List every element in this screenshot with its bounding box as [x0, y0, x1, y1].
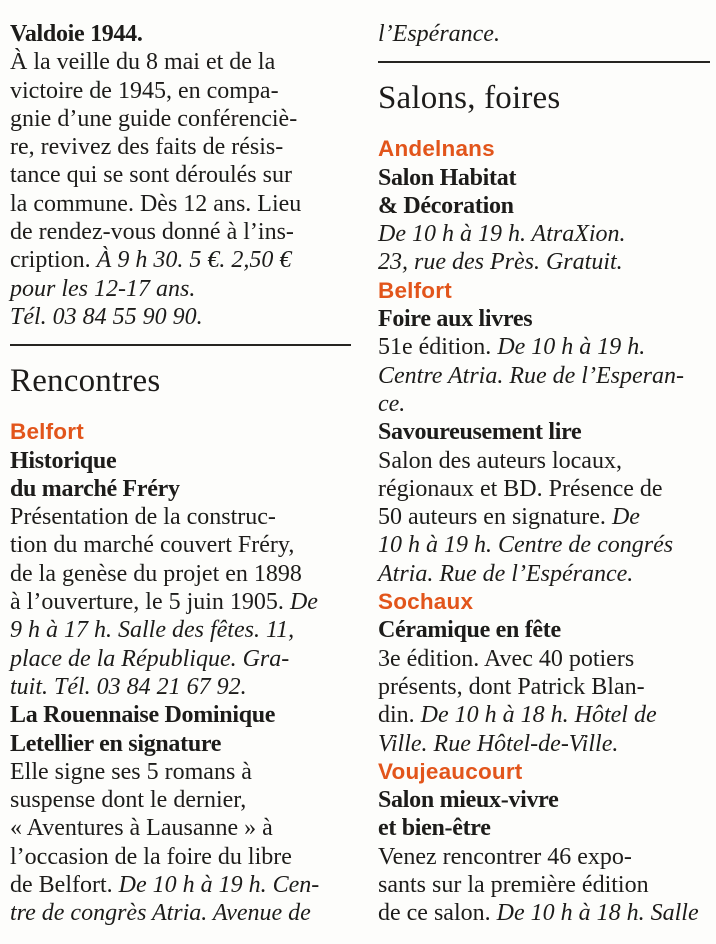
text-line	[10, 673, 351, 701]
text-line	[10, 161, 351, 189]
column-left	[10, 20, 351, 928]
text-line	[378, 362, 710, 390]
text-line	[10, 48, 351, 76]
text-line	[10, 560, 351, 588]
practical-info-text: 9 h à 17 h. Salle des fêtes. 11,	[10, 617, 295, 644]
text-line	[378, 843, 710, 871]
text-line	[10, 899, 351, 927]
event-title-line: Letellier en signature	[10, 730, 222, 757]
text-line	[10, 616, 351, 644]
text-line	[10, 275, 351, 303]
event-title-line: Savoureusement lire	[378, 419, 582, 446]
practical-info-text: De 10 h à 19 h. AtraXion.	[378, 221, 626, 248]
practical-info-text: Ville. Rue Hôtel-de-Ville.	[378, 730, 619, 757]
event-title-line: Salon Habitat	[378, 164, 517, 191]
practical-info-text: À 9 h 30. 5 €. 2,50 €	[96, 247, 292, 274]
text-line	[378, 475, 710, 503]
city-label: Voujeaucourt	[378, 758, 523, 784]
text-line	[10, 133, 351, 161]
text-line	[378, 20, 710, 48]
event-title-line: Historique	[10, 447, 117, 474]
body-text: l’occasion de la foire du libre	[10, 843, 292, 870]
practical-info-text: 23, rue des Près. Gratuit.	[378, 249, 623, 276]
event-title-line: & Décoration	[378, 192, 514, 219]
body-text: gnie d’une guide conférenciè-	[10, 105, 298, 132]
body-text: suspense dont le dernier,	[10, 787, 247, 814]
text-line	[10, 871, 351, 899]
body-text: 3e édition. Avec 40 potiers	[378, 645, 635, 672]
practical-info-text: tre de congrès Atria. Avenue de	[10, 900, 311, 927]
text-line	[378, 390, 710, 418]
column-right	[378, 20, 710, 928]
text-line	[10, 105, 351, 133]
body-text: de ce salon.	[378, 900, 497, 927]
practical-info-text: ce.	[378, 390, 406, 417]
city-label: Sochaux	[378, 589, 474, 615]
body-text: Salon des auteurs locaux,	[378, 447, 622, 474]
text-line	[378, 673, 710, 701]
body-text: de Belfort.	[10, 872, 119, 899]
body-text: din.	[378, 702, 421, 729]
event-title-line: Salon mieux-vivre	[378, 787, 559, 814]
body-text: « Aventures à Lausanne » à	[10, 815, 273, 842]
section-divider	[378, 61, 710, 63]
text-line	[10, 531, 351, 559]
body-text: sants sur la première édition	[378, 872, 649, 899]
body-text: à l’ouverture, le 5 juin 1905.	[10, 589, 290, 616]
practical-info-text: l’Espérance.	[378, 21, 500, 47]
body-text: Elle signe ses 5 romans à	[10, 758, 252, 785]
practical-info-text: Centre Atria. Rue de l’Esperan-	[378, 362, 684, 389]
text-line	[378, 447, 710, 475]
text-line	[378, 220, 710, 248]
text-line	[10, 843, 351, 871]
body-text: 50 auteurs en signature.	[378, 504, 612, 531]
body-text: À la veille du 8 mai et de la	[10, 49, 276, 76]
event-title-line: et bien-être	[378, 815, 491, 842]
practical-info-text: De 10 h à 19 h.	[497, 334, 646, 361]
text-line	[10, 190, 351, 218]
city-label: Belfort	[10, 419, 84, 445]
body-text: 51e édition.	[378, 334, 498, 361]
text-line	[10, 588, 351, 616]
text-line	[378, 645, 710, 673]
text-line	[10, 758, 351, 786]
city-label: Andelnans	[378, 136, 495, 162]
practical-info-text: De 10 h à 18 h. Salle	[496, 900, 699, 927]
section-heading: Salons, foires	[378, 80, 561, 117]
text-line	[378, 333, 710, 361]
text-line	[378, 730, 710, 758]
event-title-line: Foire aux livres	[378, 306, 533, 333]
text-line	[378, 899, 710, 927]
practical-info-text: De 10 h à 18 h. Hôtel de	[420, 702, 657, 729]
body-text: de rendez-vous donné à l’ins-	[10, 219, 294, 246]
event-title-line: Valdoie 1944.	[10, 21, 143, 47]
event-title-line: Céramique en fête	[378, 617, 561, 644]
event-title-line: La Rouennaise Dominique	[10, 702, 276, 729]
body-text: cription.	[10, 247, 97, 274]
practical-info-text: De	[289, 589, 318, 616]
practical-info-text: Tél. 03 84 55 90 90.	[10, 303, 203, 330]
body-text: tion du marché couvert Fréry,	[10, 532, 295, 559]
practical-info-text: Atria. Rue de l’Espérance.	[378, 560, 634, 587]
text-line	[378, 871, 710, 899]
body-text: re, revivez des faits de résis-	[10, 134, 284, 161]
text-line	[378, 503, 710, 531]
practical-info-text: tuit. Tél. 03 84 21 67 92.	[10, 673, 247, 700]
body-text: régionaux et BD. Présence de	[378, 475, 663, 502]
practical-info-text: De	[611, 504, 640, 531]
body-text: Venez rencontrer 46 expo-	[378, 843, 632, 870]
text-line	[378, 560, 710, 588]
body-text: la commune. Dès 12 ans. Lieu	[10, 190, 302, 217]
practical-info-text: 10 h à 19 h. Centre de congrés	[378, 532, 674, 559]
text-line	[378, 701, 710, 729]
text-line	[10, 218, 351, 246]
practical-info-text: pour les 12-17 ans.	[10, 275, 196, 302]
body-text: tance qui se sont déroulés sur	[10, 162, 292, 189]
body-text: victoire de 1945, en compa-	[10, 77, 279, 104]
body-text: de la genèse du projet en 1898	[10, 560, 302, 587]
text-line	[10, 303, 351, 331]
section-divider	[10, 344, 351, 346]
text-line	[10, 645, 351, 673]
text-line	[10, 786, 351, 814]
event-title-line: du marché Fréry	[10, 475, 180, 502]
text-line	[10, 246, 351, 274]
practical-info-text: De 10 h à 19 h. Cen-	[118, 872, 320, 899]
text-line	[378, 248, 710, 276]
text-line	[10, 814, 351, 842]
practical-info-text: place de la République. Gra-	[10, 645, 290, 672]
body-text: présents, dont Patrick Blan-	[378, 673, 645, 700]
section-heading: Rencontres	[10, 363, 161, 400]
text-line	[378, 531, 710, 559]
city-label: Belfort	[378, 277, 452, 303]
body-text: Présentation de la construc-	[10, 504, 276, 531]
text-line	[10, 77, 351, 105]
text-line	[10, 503, 351, 531]
